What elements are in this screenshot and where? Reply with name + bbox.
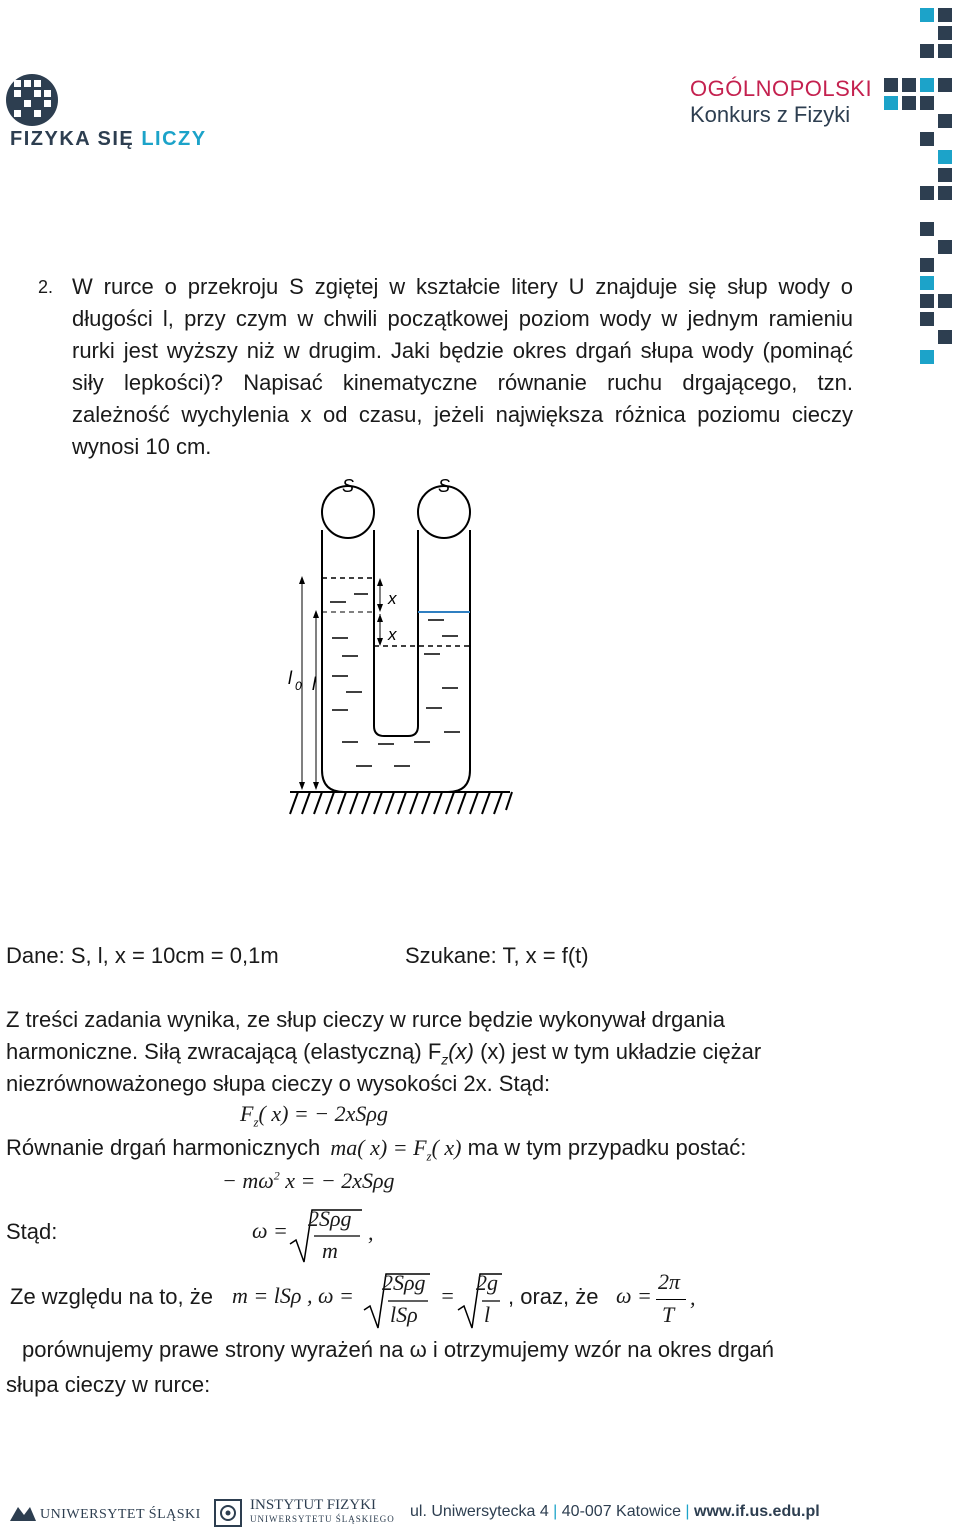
pixel-grid-decoration: [880, 0, 960, 380]
ground-hatching: [290, 792, 512, 814]
eq4-denominator: m: [322, 1238, 338, 1263]
fizyka-sie-liczy-logo: [4, 72, 214, 162]
label-s-right: S: [438, 476, 451, 496]
solution-final-line-1: porównujemy prawe strony wyrażeń na ω i otrzymujemy wzór na okres drgań: [22, 1337, 775, 1362]
eq4-lhs: ω =: [252, 1218, 288, 1243]
label-x-top: x: [388, 589, 397, 608]
solution-line-2b: (x) jest w tym układzie ciężar: [480, 1039, 762, 1064]
label-s-left: S: [342, 476, 355, 496]
label-x-bottom: x: [388, 625, 397, 644]
footer: [0, 1493, 960, 1533]
tube-outer-wall: [322, 530, 470, 792]
solution-final-line-2: słupa cieczy w rurce:: [6, 1372, 211, 1397]
eq4-comma: ,: [368, 1220, 374, 1245]
eq6-numerator: 2Sρg: [382, 1270, 426, 1295]
eq6-equals: =: [440, 1283, 455, 1308]
footer-separator-1: |: [553, 1503, 558, 1520]
task-text: W rurce o przekroju S zgiętej w kształcie litery U znajduje się słup wody o długości l, przy czym w chwili początkowej poziom wody w jednym ramieniu rurki jest wyższy niż w drugim. Jaki będzie okres drgań słupa wody (pominąć siły lepkości)? Napisać kinematyczne równanie ruchu drgającego, tzn. zależność wychylenia x od czasu, jeżeli największa różnica poziomu cieczy wynosi 10 cm.: [72, 274, 853, 459]
eq7-comma: ,: [690, 1285, 696, 1310]
task-statement: [38, 271, 853, 463]
eq5-comma: ,: [307, 1283, 313, 1308]
equation-motion: − $m\omega^2$ x = − 2xSρg: [222, 1168, 395, 1193]
postac-text: ma w tym przypadku postać:: [467, 1135, 747, 1160]
footer-street: ul. Uniwersytecka 4: [410, 1503, 549, 1520]
equation-restoring-force: [240, 1101, 388, 1130]
harmonic-equation-line: [6, 1132, 746, 1172]
solution-line-1: Z treści zadania wynika, ze słup cieczy w rurce będzie wykonywał drgania: [6, 1007, 725, 1032]
eq4-numerator: 2Sρg: [308, 1206, 352, 1231]
u-tube-diagram: [270, 470, 530, 830]
institute-emblem-icon: [214, 1499, 242, 1527]
eq1-rest: ( x) = − 2xSρg: [258, 1101, 388, 1126]
eq7-lhs: ω =: [616, 1283, 652, 1308]
task-number: 2.: [38, 277, 54, 297]
logo-text: [10, 128, 207, 151]
logo-text-accent: LICZY: [141, 128, 207, 150]
label-l0-sub: 0: [295, 679, 302, 693]
eq6-denominator-2: l: [484, 1302, 491, 1327]
solution-line-3: niezrównoważonego słupa cieczy o wysokości 2x. Stąd:: [6, 1071, 551, 1096]
eq7-numerator: 2π: [658, 1269, 681, 1294]
footer-website-link[interactable]: www.if.us.edu.pl: [694, 1503, 820, 1520]
konkurs-logo: [690, 76, 880, 136]
eq2: ma( $x) = F_z$( x): [330, 1135, 462, 1164]
water-dashes: [330, 594, 460, 766]
solution-line-2: harmoniczne. Siłą zwracającą (elastyczną) $F_z(x)$ (x) jest w tym układzie ciężar: [6, 1039, 762, 1068]
footer-institute-university: UNIWERSYTETU ŚLĄSKIEGO: [250, 1514, 395, 1524]
university-emblem-icon: [8, 1503, 38, 1525]
globe-grid-icon: [4, 72, 64, 128]
ze-wzgledu-text: Ze względu na to, że: [10, 1284, 214, 1309]
logo-text-main: FIZYKA SIĘ: [10, 128, 142, 150]
footer-university: UNIWERSYTET ŚLĄSKI: [40, 1507, 201, 1522]
eq5-mass: m = lSρ: [232, 1283, 302, 1308]
footer-city: 40-007 Katowice: [561, 1503, 681, 1520]
sought-data: Szukane: T, x = f(t): [405, 943, 589, 968]
eq6-denominator: lSρ: [390, 1302, 418, 1327]
stad-label: Stąd:: [6, 1219, 58, 1244]
eq6-numerator-2: 2g: [476, 1270, 498, 1295]
eq7-fraction-bar: [656, 1299, 686, 1300]
force-subscript: z: [441, 1051, 449, 1068]
label-l0: l: [288, 668, 292, 688]
rownanie-text: Równanie drgań harmonicznych: [6, 1135, 321, 1160]
label-l: l: [312, 674, 316, 694]
footer-address: [410, 1503, 820, 1521]
footer-separator-2: |: [685, 1503, 690, 1520]
eq6-lhs: ω =: [318, 1283, 354, 1308]
oraz-text: , oraz, że: [508, 1284, 599, 1309]
konkurs-subtitle: Konkurs z Fizyki: [690, 102, 851, 127]
eq1-f: F: [240, 1101, 254, 1126]
solution-line-2a: harmoniczne. Siłą zwracającą (elastyczną) F: [6, 1039, 442, 1064]
eq7-denominator: T: [662, 1302, 675, 1327]
given-data: Dane: S, l, x = 10cm = 0,1m: [6, 943, 279, 968]
eq1-sub: z: [253, 1114, 259, 1130]
footer-institute-name: INSTYTUT FIZYKI: [250, 1497, 376, 1513]
konkurs-title: OGÓLNOPOLSKI: [690, 76, 873, 101]
